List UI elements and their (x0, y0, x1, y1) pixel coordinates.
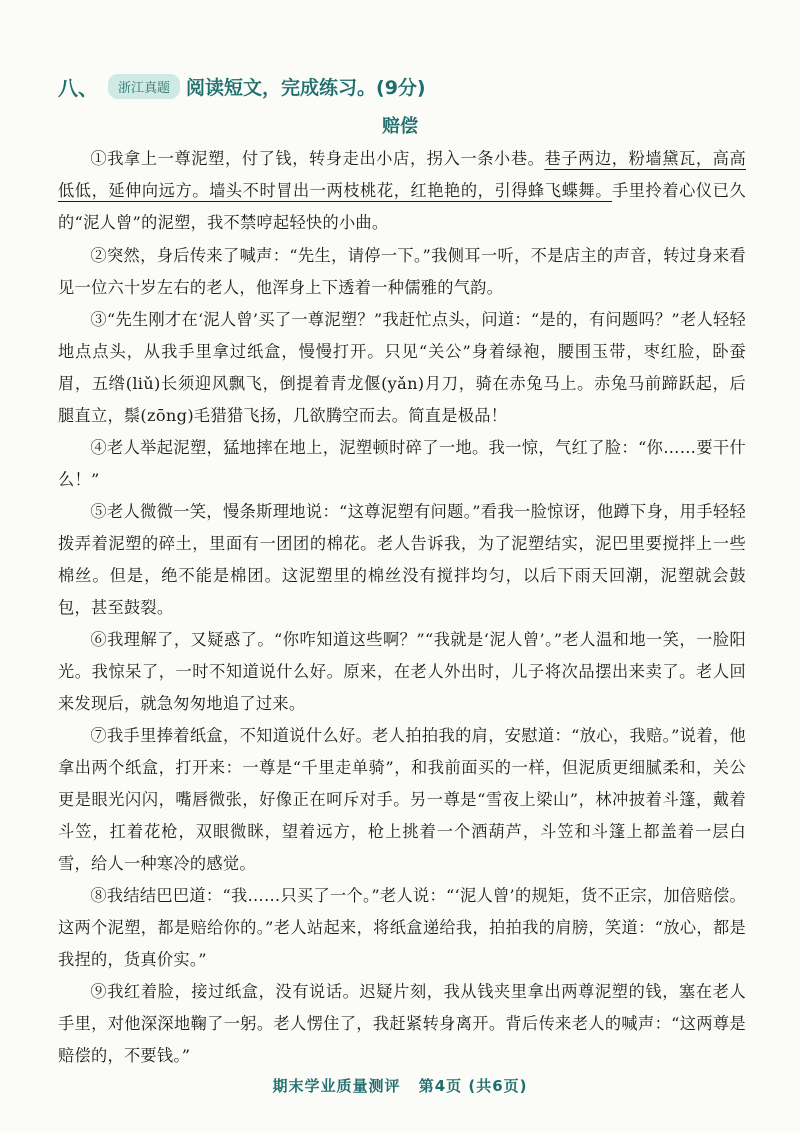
passage-title: 赔偿 (382, 116, 418, 137)
paragraph-3: ③“先生刚才在‘泥人曾’买了一尊泥塑？”我赶忙点头，问道：“是的，有问题吗？”老人轻轻地点点头，从我手里拿过纸盒，慢慢打开。只见“关公”身着绿袍，腰围玉带，枣红脸，卧蚕眉，五绺(liǔ)长须迎风飘飞，倒提着青龙偃(yǎn)月刀，骑在赤兔马上。赤兔马前蹄跃起，后腿直立，鬃(zōng)毛猎猎飞扬，几欲腾空而去。简直是极品！ (58, 310, 746, 425)
section-instruction: 阅读短文，完成练习。(9分) (186, 76, 426, 99)
page-info: 第4页 (共6页) (418, 1077, 528, 1095)
section-header (58, 66, 426, 106)
paragraph-9: ⑨我红着脸，接过纸盒，没有说话。迟疑片刻，我从钱夹里拿出两尊泥塑的钱，塞在老人手里，对他深深地鞠了一躬。老人愣住了，我赶紧转身离开。背后传来老人的喊声：“这两尊是赔偿的，不要钱。” (58, 982, 746, 1065)
paragraph-1-lead: ①我拿上一尊泥塑，付了钱，转身走出小店，拐入一条小巷。 (90, 149, 545, 168)
source-tag: 浙江真题 (108, 74, 180, 99)
section-number: 八、 (58, 75, 98, 100)
paragraph-4: ④老人举起泥塑，猛地摔在地上，泥塑顿时碎了一地。我一惊，气红了脸：“你……要干什么！” (58, 438, 746, 489)
page-footer (0, 1075, 800, 1096)
paragraph-8: ⑧我结结巴巴道：“我……只买了一个。”老人说：“‘泥人曾’的规矩，货不正宗，加倍赔偿。这两个泥塑，都是赔给你的。”老人站起来，将纸盒递给我，拍拍我的肩膀，笑道：“放心，都是我捏的，货真价实。” (58, 886, 746, 969)
underlined-sentence: 巷子两边，粉墙黛瓦，高高低低，延伸向远方。墙头不时冒出一两枝桃花，红艳艳的，引得蜂飞蝶舞。 (58, 149, 746, 200)
exam-name: 期末学业质量测评 (272, 1077, 401, 1095)
paragraph-6: ⑥我理解了，又疑惑了。“你咋知道这些啊？”“我就是‘泥人曾’。”老人温和地一笑，一脸阳光。我惊呆了，一时不知道说什么好。原来，在老人外出时，儿子将次品摆出来卖了。老人回来发现后，就急匆匆地追了过来。 (58, 630, 746, 713)
paragraph-5: ⑤老人微微一笑，慢条斯理地说：“这尊泥塑有问题。”看我一脸惊讶，他蹲下身，用手轻轻拨弄着泥塑的碎土，里面有一团团的棉花。老人告诉我，为了泥塑结实，泥巴里要搅拌上一些棉丝。但是，绝不能是棉团。这泥塑里的棉丝没有搅拌均匀，以后下雨天回潮，泥塑就会鼓包，甚至鼓裂。 (58, 502, 746, 617)
paragraph-1 (58, 143, 746, 239)
paragraph-7: ⑦我手里捧着纸盒，不知道说什么好。老人拍拍我的肩，安慰道：“放心，我赔。”说着，他拿出两个纸盒，打开来：一尊是“千里走单骑”，和我前面买的一样，但泥质更细腻柔和，关公更是眼光闪闪，嘴唇微张，好像正在呵斥对手。另一尊是“雪夜上梁山”，林冲披着斗篷，戴着斗笠，扛着花枪，双眼微眯，望着远方，枪上挑着一个酒葫芦，斗笠和斗篷上都盖着一层白雪，给人一种寒冷的感觉。 (58, 726, 746, 873)
paragraph-1-tail: 手里拎着心仪已久的“泥人曾”的泥塑，我不禁哼起轻快的小曲。 (58, 181, 746, 232)
paragraph-2: ②突然，身后传来了喊声：“先生，请停一下。”我侧耳一听，不是店主的声音，转过身来看见一位六十岁左右的老人，他浑身上下透着一种儒雅的气韵。 (58, 246, 746, 297)
